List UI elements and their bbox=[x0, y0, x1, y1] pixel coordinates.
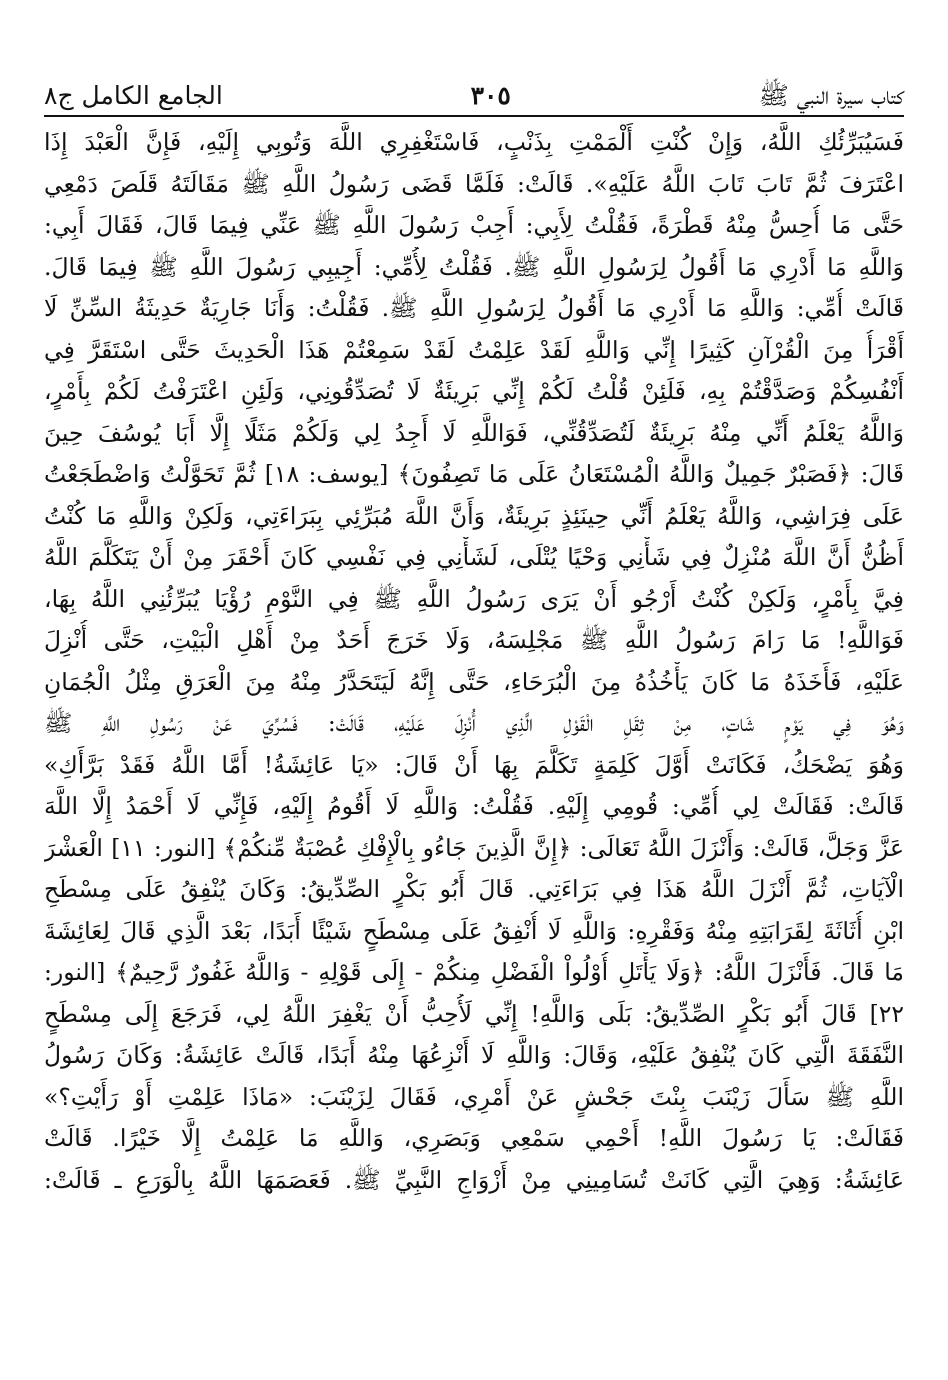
text-line: عَائِشَةُ: وَهِيَ الَّتِي كَانَتْ تُسَامِينِي مِنْ أَزْوَاجِ النَّبِيِّ ﷺ. فَعَصَمَهَا اللَّهُ بِالْوَرَعِ ـ قَالَتْ: bbox=[44, 1165, 904, 1194]
text-line: أَقْرَأُ مِنَ الْقُرْآنِ كَثِيرًا إِنِّي وَاللَّهِ لَقَدْ عَلِمْتُ لَقَدْ سَمِعْتُمْ هَذَا الْحَدِيثَ حَتَّى اسْتَقَرَّ فِي bbox=[44, 335, 904, 364]
text-line: قَالَتْ أُمِّي: وَاللَّهِ مَا أَدْرِي مَا أَقُولُ لِرَسُولِ اللَّهِ ﷺ. فَقُلْتُ: وَأَنَا جَارِيَةٌ حَدِيثَةُ السِّنِّ لَا bbox=[44, 294, 904, 322]
book-title: كتاب سيرة النبي ﷺ bbox=[758, 81, 904, 110]
text-line: وَاللَّهِ مَا أَدْرِي مَا أَقُولُ لِرَسُولِ اللَّهِ ﷺ. فَقُلْتُ لِأُمِّي: أَجِيبِي رَسُولَ اللَّهِ ﷺ فِيمَا قَالَ. bbox=[44, 252, 904, 281]
text-line: فَوَاللَّهِ! مَا رَامَ رَسُولُ اللَّهِ ﷺ مَجْلِسَهُ، وَلَا خَرَجَ أَحَدٌ مِنْ أَهْلِ الْبَيْتِ، حَتَّى أُنْزِلَ bbox=[44, 626, 904, 654]
text-line: عَزَّ وَجَلَّ، قَالَتْ: وَأَنْزَلَ اللَّهُ تَعَالَى: ﴿إِنَّ الَّذِينَ جَاءُو بِالْإِفْكِ عُصْبَةٌ مِّنكُمْ﴾ [النور: ١١] الْعَشْرَ bbox=[44, 833, 904, 862]
text-line: عَلَيْهِ، فَأَخَذَهُ مَا كَانَ يَأْخُذُهُ مِنَ الْبُرَحَاءِ، حَتَّى إِنَّهُ لَيَتَحَدَّرُ مِنْهُ مِنَ الْعَرَقِ مِثْلُ الْجُمَانِ bbox=[44, 667, 904, 696]
page-number: ٣٠٥ bbox=[470, 81, 511, 110]
text-line: قَالَتْ: فَقَالَتْ لِي أُمِّي: قُومِي إِلَيْهِ. فَقُلْتُ: وَاللَّهِ لَا أَقُومُ إِلَيْهِ، فَإِنِّي لَا أَحْمَدُ إِلَّا اللَّهَ bbox=[44, 792, 904, 820]
text-line: عَلَى فِرَاشِي، وَاللَّهُ يَعْلَمُ أَنِّي حِينَئِذٍ بَرِيئَةٌ، وَأَنَّ اللَّهَ مُبَرِّئِي بِبَرَاءَتِي، وَلَكِنْ وَاللَّهِ مَا كُنْتُ bbox=[44, 501, 904, 530]
header-divider bbox=[44, 115, 904, 117]
text-line: وَاللَّهُ يَعْلَمُ أَنِّي مِنْهُ بَرِيئَةٌ لَتُصَدِّقُنِّي، فَوَاللَّهِ لَا أَجِدُ لِي وَلَكُمْ مَثَلًا إِلَّا أَبَا يُوسُفَ حِينَ bbox=[44, 418, 904, 447]
volume-title: الجامع الكامل ج٨ bbox=[44, 81, 223, 110]
running-header bbox=[44, 58, 904, 108]
text-line: النَّفَقَةَ الَّتِي كَانَ يُنْفِقُ عَلَيْهِ، وَقَالَ: وَاللَّهِ لَا أَنْزِعُهَا مِنْهُ أَبَدًا، قَالَتْ عَائِشَةُ: وَكَانَ رَسُولُ bbox=[44, 1041, 904, 1069]
text-line: الْآيَاتِ، ثُمَّ أَنْزَلَ اللَّهُ هَذَا فِي بَرَاءَتِي. قَالَ أَبُو بَكْرٍ الصِّدِّيقُ: وَكَانَ يُنْفِقُ عَلَى مِسْطَحِ bbox=[44, 875, 904, 903]
text-line: فَقَالَتْ: يَا رَسُولَ اللَّهِ! أَحْمِي سَمْعِي وَبَصَرِي، وَاللَّهِ مَا عَلِمْتُ إِلَّا خَيْرًا. قَالَتْ bbox=[44, 1124, 904, 1152]
text-line: وَهُوَ يَضْحَكُ، فَكَانَتْ أَوَّلَ كَلِمَةٍ تَكَلَّمَ بِهَا أَنْ قَالَ: «يَا عَائِشَةُ! أَمَّا اللَّهُ فَقَدْ بَرَّأَكِ» bbox=[44, 750, 904, 779]
text-line: ٢٢] قَالَ أَبُو بَكْرٍ الصِّدِّيقُ: بَلَى وَاللَّهِ! إِنِّي لَأُحِبُّ أَنْ يَغْفِرَ اللَّهُ لِي، فَرَجَعَ إِلَى مِسْطَحٍ bbox=[44, 999, 904, 1028]
text-line: اللَّهِ ﷺ سَأَلَ زَيْنَبَ بِنْتَ جَحْشٍ عَنْ أَمْرِي، فَقَالَ لِزَيْنَبَ: «مَاذَا عَلِمْتِ أَوْ رَأَيْتِ؟» bbox=[44, 1082, 904, 1111]
text-line: أَنْفُسِكُمْ وَصَدَّقْتُمْ بِهِ، فَلَئِنْ قُلْتُ لَكُمْ إِنِّي بَرِيئَةٌ لَا تُصَدِّقُونِي، وَلَئِنِ اعْتَرَفْتُ لَكُمْ بِأَمْرٍ، bbox=[44, 377, 904, 405]
main-text bbox=[44, 122, 904, 1201]
text-line: وَهُوَ فِي يَوْمٍ شَاتٍ، مِنْ ثِقَلِ الْقَوْلِ الَّذِي أُنْزِلَ عَلَيْهِ، قَالَتْ: فَسُرِّيَ عَنْ رَسُولِ اللَّهِ ﷺ bbox=[44, 709, 904, 737]
text-line: فَسَيُبَرِّئُكِ اللَّهُ، وَإِنْ كُنْتِ أَلْمَمْتِ بِذَنْبٍ، فَاسْتَغْفِرِي اللَّهَ وَتُوبِي إِلَيْهِ، فَإِنَّ الْعَبْدَ إِذَا bbox=[44, 128, 904, 156]
text-line: اعْتَرَفَ ثُمَّ تَابَ تَابَ اللَّهُ عَلَيْهِ». قَالَتْ: فَلَمَّا قَضَى رَسُولُ اللَّهِ ﷺ مَقَالَتَهُ قَلَصَ دَمْعِي bbox=[44, 169, 904, 198]
text-line: مَا قَالَ. فَأَنْزَلَ اللَّهُ: ﴿وَلَا يَأْتَلِ أُوْلُواْ الْفَضْلِ مِنكُمْ - إِلَى قَوْلِهِ - وَاللَّهُ غَفُورٌ رَّحِيمٌ﴾ [النور: bbox=[44, 958, 904, 986]
text-line: فِيَّ بِأَمْرٍ، وَلَكِنْ كُنْتُ أَرْجُو أَنْ يَرَى رَسُولُ اللَّهِ ﷺ فِي النَّوْمِ رُؤْيَا يُبَرِّئُنِي اللَّهُ بِهَا، bbox=[44, 584, 904, 613]
text-line: أَظُنُّ أَنَّ اللَّهَ مُنْزِلٌ فِي شَأْنِي وَحْيًا يُتْلَى، لَشَأْنِي فِي نَفْسِي كَانَ أَحْقَرَ مِنْ أَنْ يَتَكَلَّمَ اللَّهُ bbox=[44, 543, 904, 571]
text-line: قَالَ: ﴿فَصَبْرٌ جَمِيلٌ وَاللَّهُ الْمُسْتَعَانُ عَلَى مَا تَصِفُونَ﴾ [يوسف: ١٨] ثُمَّ تَحَوَّلْتُ وَاضْطَجَعْتُ bbox=[44, 460, 904, 488]
text-line: ابْنِ أُثَاثَةَ لِقَرَابَتِهِ مِنْهُ وَفَقْرِهِ: وَاللَّهِ لَا أُنْفِقُ عَلَى مِسْطَحٍ شَيْئًا أَبَدًا، بَعْدَ الَّذِي قَالَ لِعَائِشَةَ bbox=[44, 916, 904, 945]
text-line: حَتَّى مَا أُحِسُّ مِنْهُ قَطْرَةً، فَقُلْتُ لِأَبِي: أَجِبْ رَسُولَ اللَّهِ ﷺ عَنِّي فِيمَا قَالَ، فَقَالَ أَبِي: bbox=[44, 211, 904, 239]
